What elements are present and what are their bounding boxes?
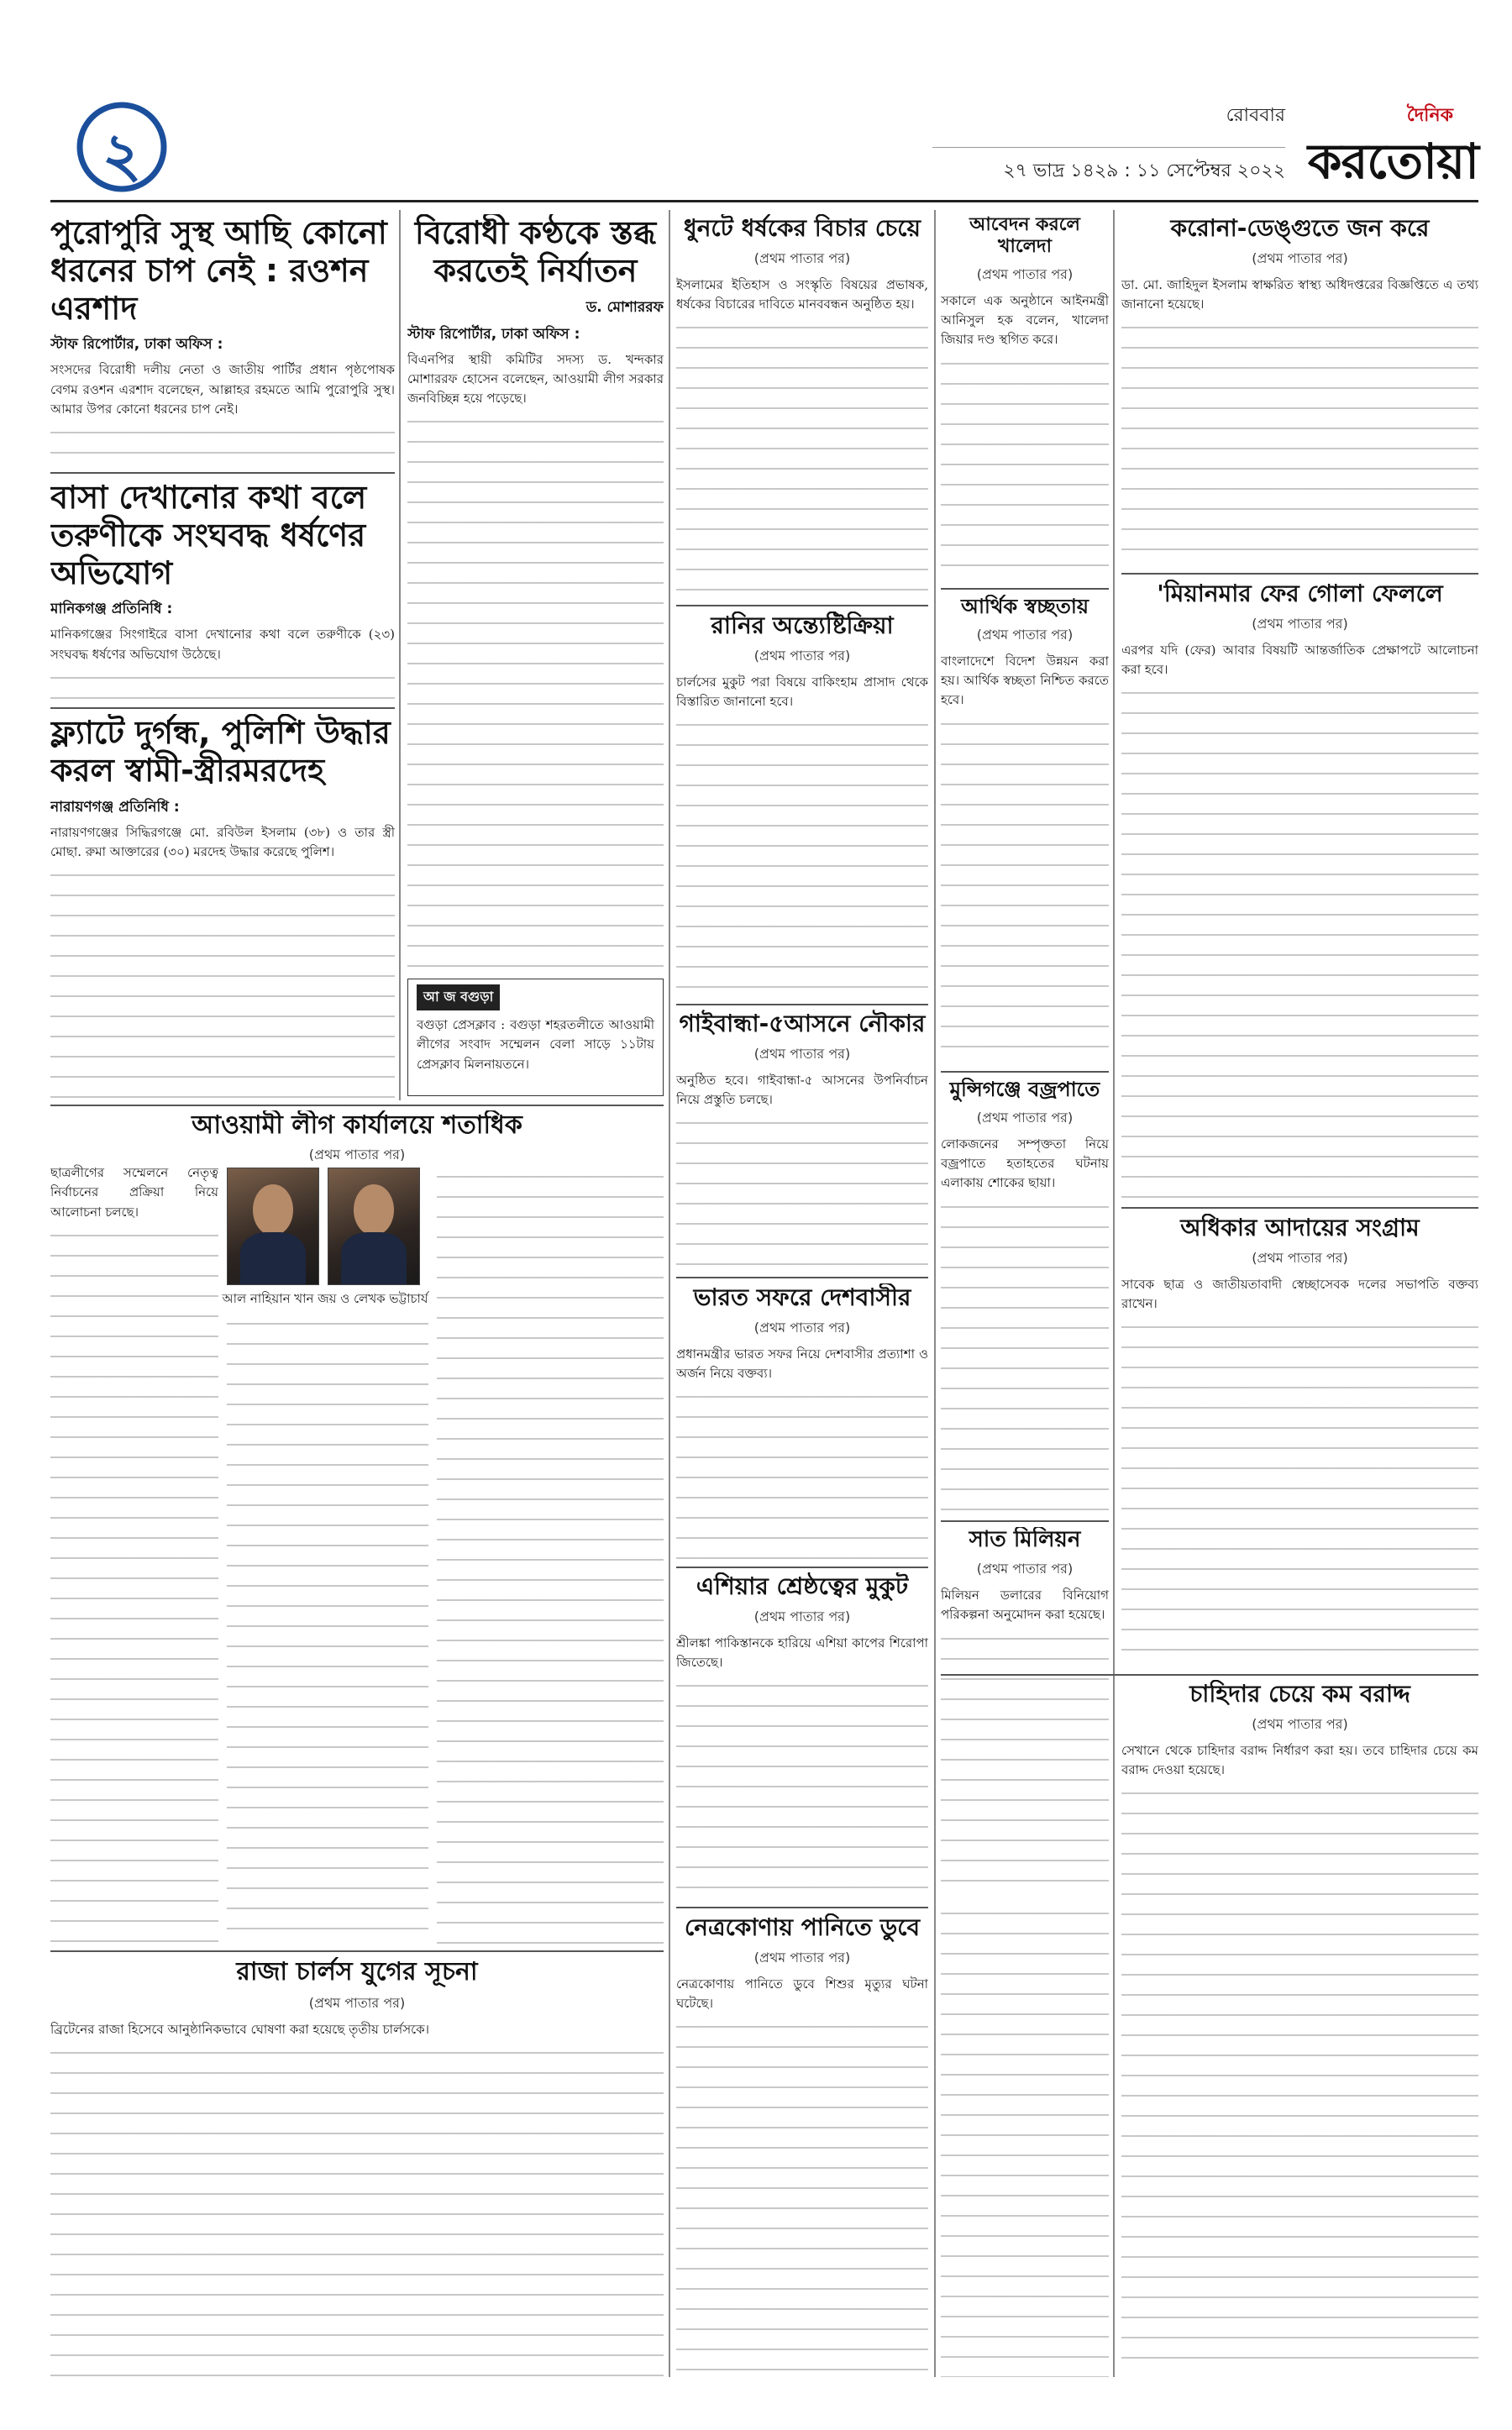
headline: অধিকার আদায়ের সংগ্রাম [1180,1214,1420,1241]
sidebox-tag: আ জ বগুড়া [417,984,500,1010]
article-column4-continuation [941,1900,1109,2377]
byline: নারায়ণগঞ্জ প্রতিনিধি : [50,798,180,816]
headline: ফ্ল্যাটে দুর্গন্ধ, পুলিশি উদ্ধার করল স্বামী-স্ত্রীরমরদেহ [50,714,391,789]
continued-label: (প্রথম পাতার পর) [308,1147,406,1161]
body-text [437,1168,664,1945]
author: ড. মোশাররফ [585,298,664,316]
lead-text: মানিকগঞ্জের সিংগাইরে বাসা দেখানোর কথা বলে তরুণীকে (২৩) সংঘবদ্ধ ধর্ষণের অভিযোগ উঠেছে। [50,627,395,662]
body-text [941,1630,1109,1897]
lead-text: সাবেক ছাত্র ও জাতীয়তাবাদী স্বেচ্ছাসেবক দলের সভাপতি বক্তব্য রাখেন। [1121,1276,1478,1311]
body-text [676,2018,928,2377]
article-sylhet-case [50,479,395,701]
article-awami-league-office-cont [50,1144,664,1161]
continued-label: (প্রথম পাতার পর) [976,1109,1074,1126]
divider [676,1567,928,1568]
headline: রাজা চার্লস যুগের সূচনা [236,1957,478,1987]
date: ২৭ ভাদ্র ১৪২৯ : ১১ সেপ্টেম্বর ২০২২ [932,147,1285,187]
article-awami-league-body-mid [227,1310,428,1945]
divider [941,588,1109,590]
logo-small-text: দৈনিক [1406,105,1453,126]
headline: সাত মিলিয়ন [969,1527,1081,1552]
body-text [941,1905,1109,2377]
lead-text: লোকজনের সম্পৃক্ততা নিয়ে বজ্রপাতে হতাহতের ঘটনায় এলাকায় শোকের ছায়া। [941,1136,1109,1191]
article-allocation-demand [1121,1680,1478,2377]
body-text [1121,1319,1478,1667]
body-text [676,1115,928,1270]
article-dhunat [676,214,928,601]
divider [941,1520,1109,1522]
photo-person-left [227,1168,319,1285]
headline: গাইবান্ধা-৫আসনে নৌকার [679,1010,926,1037]
article-gaibandha [676,1010,928,1270]
article-munshiganj-lightning [941,1078,1109,1514]
divider [676,1907,928,1908]
photo-caption: আল নাহিয়ান খান জয় ও লেখক ভট্টাচার্য [222,1291,428,1306]
continued-label: (প্রথম পাতার পর) [753,1949,851,1966]
body-text [1121,685,1478,1201]
body-text [941,1199,1109,1514]
headline: করোনা-ডেঙ্গুতে জন করে [1170,214,1430,242]
body-text [50,669,395,701]
article-seven-million [941,1527,1109,1897]
byline: স্টাফ রিপোর্টার, ঢাকা অফিস : [50,336,223,354]
body-text [407,413,664,970]
article-financial-transparency [941,595,1109,1065]
page-number: ২ [102,119,142,190]
divider [676,1004,928,1005]
body-text [50,2044,664,2377]
lead-text: ইসলামের ইতিহাস ও সংস্কৃতি বিষয়ের প্রভাষক, ধর্ষকের বিচারের দাবিতে মানববন্ধন অনুষ্ঠিত হয়। [676,276,928,312]
lead-text: নারায়ণগঞ্জের সিদ্ধিরগঞ্জে মো. রবিউল ইসলাম (৩৮) ও তার স্ত্রী মোছা. রুমা আক্তারের (৩০) মরদেহ উদ্ধার করেছে পুলিশ। [50,824,395,859]
lead-text: সেখানে থেকে চাহিদার বরাদ্দ নির্ধারণ করা হয়। তবে চাহিদার চেয়ে কম বরাদ্দ দেওয়া হয়েছে। [1121,1742,1478,1777]
body-text [227,1315,428,1945]
headline: রানির অন্ত্যেষ্টিক্রিয়া [711,611,894,639]
continued-label: (প্রথম পাতার পর) [753,1319,851,1336]
headline: বিরোধী কণ্ঠকে স্তব্ধ করতেই নির্যাতন [414,214,657,289]
body-text [676,1677,928,1900]
continued-label: (প্রথম পাতার পর) [753,1045,851,1062]
headline: আবেদন করলে খালেদা [969,214,1080,258]
lead-text: শ্রীলঙ্কা পাকিস্তানকে হারিয়ে এশিয়া কাপের শিরোপা জিতেছে। [676,1635,928,1670]
continued-label: (প্রথম পাতার পর) [753,647,851,664]
continued-label: (প্রথম পাতার পর) [1252,249,1348,266]
article-flat-bodies [50,714,395,1100]
lead-text: নেত্রকোণায় পানিতে ডুবে শিশুর মৃত্যুর ঘটনা ঘটেছে। [676,1976,928,2011]
divider [50,1950,664,1952]
body-text [50,867,395,1100]
lead-text: চার্লসের মুকুট পরা বিষয়ে বাকিংহাম প্রাসাদ থেকে বিস্তারিত জানানো হবে। [676,674,928,709]
article-awami-league-office-headline [50,1110,664,1141]
body-text [676,1388,928,1561]
continued-label: (প্রথম পাতার পর) [1252,615,1348,632]
body-text [50,1227,218,1945]
article-queen-funeral [676,611,928,998]
divider [676,1277,928,1278]
column-rule [669,210,670,2377]
divider [1121,573,1478,575]
divider [676,605,928,606]
masthead-rule [50,200,1478,202]
article-opposition-voice [407,214,664,970]
body-text [1121,319,1478,567]
lead-text: সকালে এক অনুষ্ঠানে আইনমন্ত্রী আনিসুল হক বলেন, খালেদা জিয়ার দণ্ড স্থগিত করে। [941,292,1109,348]
body-text [50,424,395,466]
body-text [676,716,928,998]
article-netrokona [676,1913,928,2377]
continued-label: (প্রথম পাতার পর) [976,265,1074,282]
lead-text: ছাত্রলীগের সম্মেলনে নেতৃত্ব নির্বাচনের প্রক্রিয়া নিয়ে আলোচনা চলছে। [50,1165,218,1220]
column-rule [1113,210,1115,2377]
headline: নেত্রকোণায় পানিতে ডুবে [684,1913,921,1941]
lead-text: বাংলাদেশে বিদেশ উন্নয়ন করা হয়। আর্থিক স্বচ্ছতা নিশ্চিত করতে হবে। [941,653,1109,708]
sidebox-aaj-bogura [407,979,664,1096]
headline: আওয়ামী লীগ কার্যালয়ে শতাধিক [192,1110,522,1140]
sidebox-text: বগুড়া প্রেসক্লাব : বগুড়া শহরতলীতে আওয়ামী লীগের সংবাদ সম্মেলন বেলা সাড়ে ১১টায় প্রেসক্লাব মিলনায়তনে। [417,1017,654,1072]
divider [50,472,395,474]
lead-text: বিএনপির স্থায়ী কমিটির সদস্য ড. খন্দকার মোশাররফ হোসেন বলেছেন, আওয়ামী লীগ সরকার জনবিচ্ছিন্ন হয়ে পড়েছে। [407,351,664,407]
headline: ভারত সফরে দেশবাসীর [693,1283,911,1311]
continued-label: (প্রথম পাতার পর) [976,626,1074,643]
article-awami-league-body-left [50,1163,218,1945]
body-text [941,716,1109,1065]
continued-label: (প্রথম পাতার পর) [1252,1715,1348,1732]
article-khaleda-application [941,214,1109,584]
lead-text: অনুষ্ঠিত হবে। গাইবান্ধা-৫ আসনের উপনির্বাচন নিয়ে প্রস্তুতি চলছে। [676,1072,928,1107]
headline: পুরোপুরি সুস্থ আছি কোনো ধরনের চাপ নেই : রওশন এরশাদ [50,214,387,327]
body-text [941,355,1109,584]
article-asia-cup [676,1572,928,1900]
headline: আর্থিক স্বচ্ছতায় [961,595,1089,618]
divider [50,1105,664,1106]
article-myanmar-shelling [1121,580,1478,1201]
dateline [932,101,1285,187]
masthead [50,101,1478,193]
byline: স্টাফ রিপোর্টার, ঢাকা অফিস : [407,325,580,343]
byline: মানিকগঞ্জ প্রতিনিধি : [50,601,173,618]
photo-person-right [328,1168,420,1285]
divider [50,707,395,709]
article-awami-league-body-right [437,1163,664,1945]
article-india-visit [676,1283,928,1561]
continued-label: (প্রথম পাতার পর) [753,1608,851,1624]
divider [941,1071,1109,1073]
continued-label: (প্রথম পাতার পর) [976,1561,1074,1577]
lead-text: মিলিয়ন ডলারের বিনিয়োগ পরিকল্পনা অনুমোদন করা হয়েছে। [941,1588,1109,1623]
headline: ধুনটে ধর্ষকের বিচার চেয়ে [684,214,921,242]
article-corona-dengue [1121,214,1478,567]
continued-label: (প্রথম পাতার পর) [308,1995,406,2011]
headline: বাসা দেখানোর কথা বলে তরুণীকে সংঘবদ্ধ ধর্ষণের অভিযোগ [50,479,367,591]
article-rowshan-ershad [50,214,395,466]
divider [941,1674,1478,1676]
body-text [1121,1785,1478,2377]
divider [1121,1207,1478,1209]
headline: 'মিয়ানমার ফের গোলা ফেললে [1157,580,1443,607]
headline: মুন্সিগঞ্জে বজ্রপাতে [949,1078,1100,1101]
page-number-badge [76,101,168,193]
headline: এশিয়ার শ্রেষ্ঠত্বের মুকুট [696,1572,909,1600]
column-rule [399,210,401,1100]
lead-text: প্রধানমন্ত্রীর ভারত সফর নিয়ে দেশবাসীর প্রত্যাশা ও অর্জন নিয়ে বক্তব্য। [676,1346,928,1381]
lead-text: এরপর যদি (ফের) আবার বিষয়টি আন্তর্জাতিক প্রেক্ষাপটে আলোচনা করা হবে। [1121,642,1478,677]
continued-label: (প্রথম পাতার পর) [1252,1249,1348,1266]
lead-text: সংসদের বিরোধী দলীয় নেতা ও জাতীয় পার্টির প্রধান পৃষ্ঠপোষক বেগম রওশন এরশাদ বলেছেন, আল্লাহর রহমতে আমি পুরোপুরি সুস্থ। আমার উপর কোনো ধরনের চাপ নেই। [50,362,395,417]
body-text [676,319,928,601]
continued-label: (প্রথম পাতার পর) [753,249,851,266]
article-king-charles [50,1957,664,2377]
newspaper-logo [1302,101,1478,193]
article-rights-struggle [1121,1214,1478,1667]
column-rule [934,210,936,2377]
weekday: রোববার [1226,105,1285,126]
logo-main-text: করতোয়া [1307,133,1478,190]
headline: চাহিদার চেয়ে কম বরাদ্দ [1189,1680,1410,1708]
lead-text: ডা. মো. জাহিদুল ইসলাম স্বাক্ষরিত স্বাস্থ্য অধিদপ্তরের বিজ্ঞপ্তিতে এ তথ্য জানানো হয়েছে। [1121,276,1478,312]
lead-text: ব্রিটেনের রাজা হিসেবে আনুষ্ঠানিকভাবে ঘোষণা করা হয়েছে তৃতীয় চার্লসকে। [50,2022,430,2037]
